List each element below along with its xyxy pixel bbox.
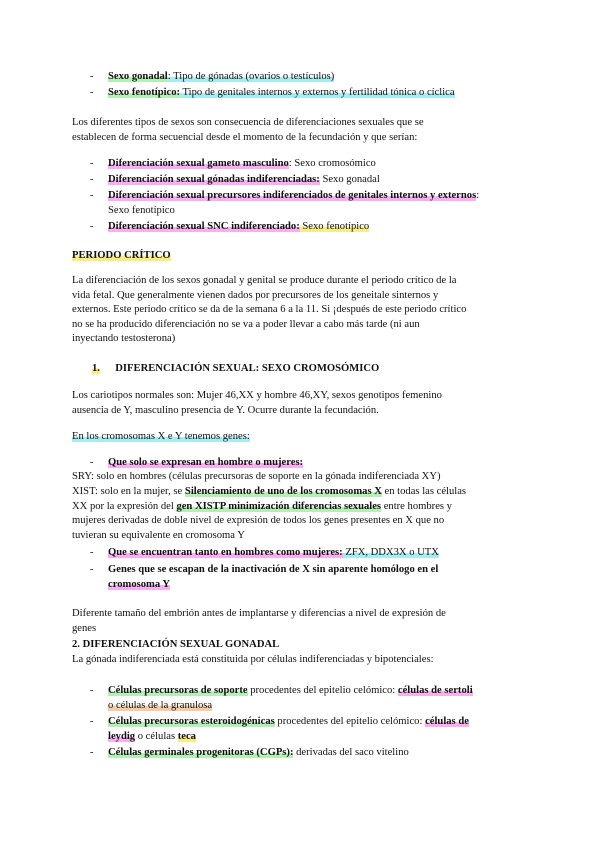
section2-intro: La gónada indiferenciada está constituida por células indiferenciadas y bipotenciales:: [72, 654, 434, 665]
section-heading: PERIODO CRÍTICO: [72, 250, 171, 261]
sry-paragraph: SRY: solo en hombres (células precursoras de soporte en la gónada indiferenciada XY): [72, 471, 441, 482]
periodo-paragraph: La diferenciación de los sexos gonadal y genital se produce durante el periodo crítico de la vida fetal. Que generalmente vienen dados por precursores de los geneitale sinternos y externos. Este periodo crítico se da de la semana 6 a la 11. Si ¡después de este periodo crítico no se ha producido diferenciación no se va a poder llevar a cabo más tarde (ni aun inyectando testosterona): [72, 275, 467, 345]
section-heading: 1. DIFERENCIACIÓN SEXUAL: SEXO CROMOSÓMICO: [92, 363, 380, 374]
intro-paragraph: Los diferentes tipos de sexos son consecuencia de diferenciaciones sexuales que se establecen de forma secuencial desde el momento de la fecundación y que serían:: [72, 117, 424, 143]
list-item: - Células precursoras de soporte procedentes del epitelio celómico: células de sertoli o células de la granulosa: [90, 685, 473, 711]
list-item: - Células germinales progenitoras (CGPs): derivadas del saco vitelino: [90, 747, 409, 758]
list-item: - Células precursoras esteroidogénicas procedentes del epitelio celómico: células de leydig o células teca: [90, 716, 469, 742]
list-item: - Que solo se expresan en hombre o mujeres:: [90, 457, 304, 468]
list-item: - Diferenciación sexual gameto masculino: Sexo cromosómico: [90, 158, 376, 169]
list-item: - Sexo fenotípico: Tipo de genitales internos y externos y fertilidad tónica o cíclica: [90, 87, 455, 98]
xist-paragraph: XIST: solo en la mujer, se Silenciamiento de uno de los cromosomas X en todas las células XX por la expresión del gen XISTP minimización diferencias sexuales entre hombres y mujeres derivadas de doble nivel de expresión de todos los genes presentes en X que no tuvieran su equivalente en cromosoma Y: [72, 486, 467, 541]
genes-intro: En los cromosomas X e Y tenemos genes:: [72, 431, 250, 442]
list-item: - Genes que se escapan de la inactivación de X sin aparente homólogo en el cromosoma Y: [90, 564, 439, 590]
list-item: - Que se encuentran tanto en hombres como mujeres: ZFX, DDX3X o UTX: [90, 547, 439, 558]
section1-paragraph: Los cariotipos normales son: Mujer 46,XX y hombre 46,XY, sexos genotipos femenino ausencia de Y, masculino presencia de Y. Ocurre durante la fecundación.: [72, 390, 442, 416]
list-item: - Diferenciación sexual precursores indiferenciados de genitales internos y externos: Sexo fenotípico: [90, 190, 480, 216]
section-heading: 2. DIFERENCIACIÓN SEXUAL GONADAL: [72, 639, 280, 650]
list-item: - Sexo gonadal: Tipo de gónadas (ovarios o testículos): [90, 71, 335, 82]
embryo-paragraph: Diferente tamaño del embrión antes de implantarse y diferencias a nivel de expresión de genes: [72, 608, 446, 634]
list-item: - Diferenciación sexual gónadas indiferenciadas: Sexo gonadal: [90, 174, 380, 185]
list-item: - Diferenciación sexual SNC indiferenciado: Sexo fenotípico: [90, 221, 370, 232]
